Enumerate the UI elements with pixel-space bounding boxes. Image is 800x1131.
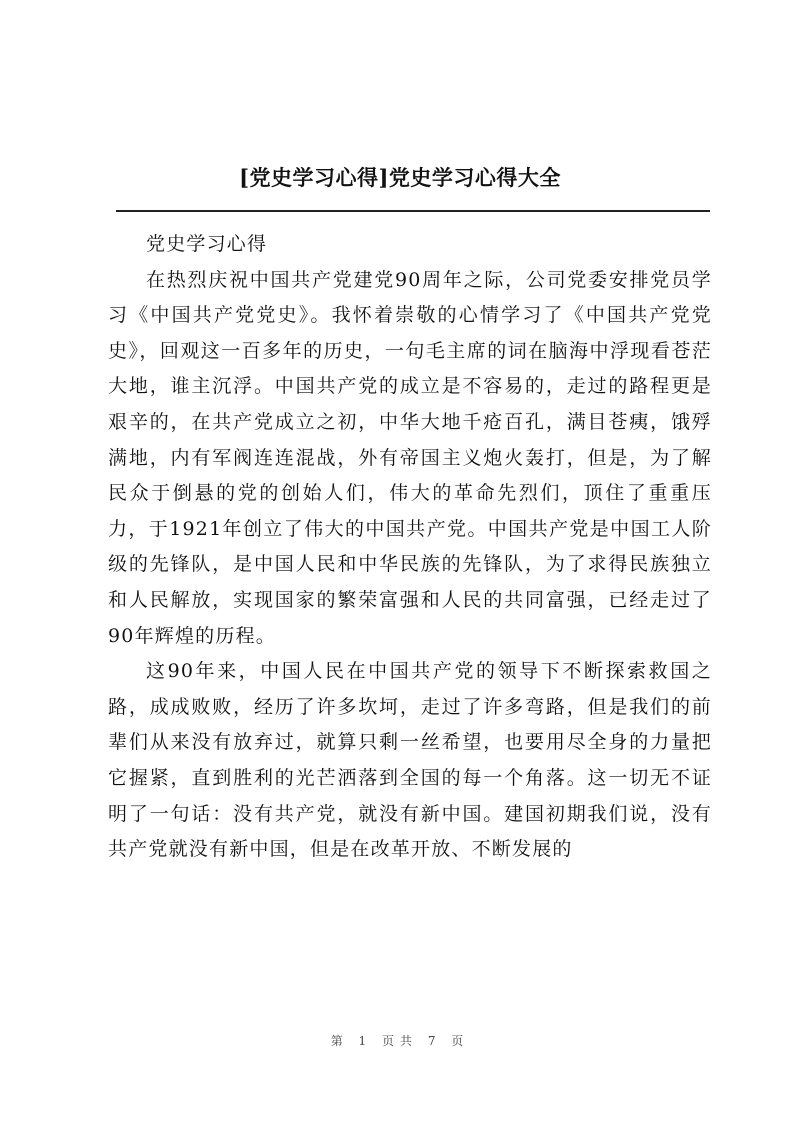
section-heading: 党史学习心得 [146, 233, 268, 255]
paragraph: 这90年来，中国人民在中国共产党的领导下不断探索救国之路，成成败败，经历了许多坎坷，走过了许多弯路，但是我们的前辈们从来没有放弃过，就算只剩一丝希望，也要用尽全身的力量把它握紧，直到胜利的光芒洒落到全国的每一个角落。这一切无不证明了一句话：没有共产党，就没有新中国。建国初期我们说，没有共产党就没有新中国，但是在改革开放、不断发展的 [108, 660, 712, 861]
page-number-footer: 第 1 页共 7 页 [330, 1034, 470, 1048]
title-divider [116, 210, 710, 212]
document-body [108, 227, 712, 868]
paragraph: 在热烈庆祝中国共产党建党90周年之际，公司党委安排党员学习《中国共产党党史》。我怀着崇敬的心情学习了《中国共产党党史》，回观这一百多年的历史，一句毛主席的词在脑海中浮现看苍茫大地，谁主沉浮。中国共产党的成立是不容易的，走过的路程更是艰辛的，在共产党成立之初，中华大地千疮百孔，满目苍痍，饿殍满地，内有军阀连连混战，外有帝国主义炮火轰打，但是，为了解民众于倒悬的党的创始人们，伟大的革命先烈们，顶住了重重压力，于1921年创立了伟大的中国共产党。中国共产党是中国工人阶级的先锋队，是中国人民和中华民族的先锋队，为了求得民族独立和人民解放，实现国家的繁荣富强和人民的共同富强，已经走过了90年辉煌的历程。 [108, 268, 712, 647]
document-title: [党史学习心得]党史学习心得大全 [239, 165, 561, 190]
